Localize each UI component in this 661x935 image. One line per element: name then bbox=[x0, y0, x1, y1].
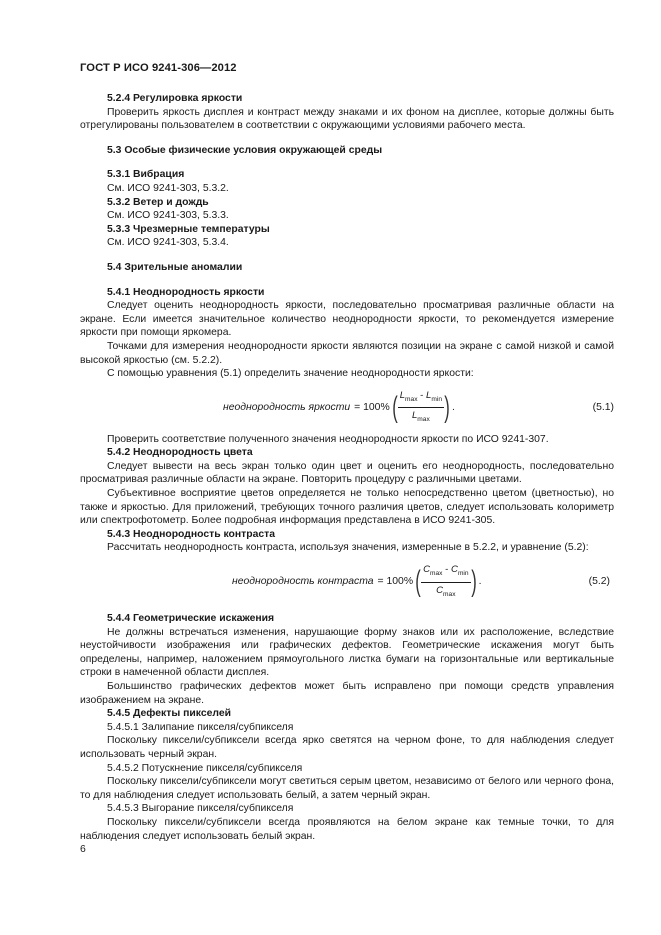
paragraph: См. ИСО 9241-303, 5.3.2. bbox=[107, 182, 229, 194]
subsection-title: 5.4.5.3 Выгорание пикселя/субпикселя bbox=[107, 803, 294, 815]
paragraph: Большинство графических дефектов может быть исправлено при помощи средств управления изображением на экране. bbox=[80, 681, 614, 706]
section-heading-5-4-1: 5.4.1 Неоднородность яркости bbox=[107, 286, 265, 298]
section-heading-5-3-3: 5.3.3 Чрезмерные температуры bbox=[107, 223, 270, 235]
formula-tail: . bbox=[452, 401, 455, 413]
document-body bbox=[80, 92, 614, 843]
formula-lhs: неоднородность яркости bbox=[223, 401, 351, 413]
paragraph: Субъективное восприятие цветов определяется не только непосредственно цветом (цветностью), но также и яркостью. Для приложений, требующих точного различия цветов, следует использовать колориметр или спектрофотометр. Более подробная информация представлена в ИСО 9241-305. bbox=[80, 488, 614, 527]
subscript: max bbox=[417, 416, 430, 424]
fraction-numerator bbox=[398, 389, 444, 409]
paragraph: Не должны встречаться изменения, нарушающие форму знаков или их расположение, вследствие неустойчивости изображения или графических дефектов. Геометрические искажения могут быть определены, например, наложением прямоугольного листка бумаги на горизонтальные или вертикальные строки в намеченной области дисплея. bbox=[80, 626, 614, 679]
paragraph: Поскольку пиксели/субпиксели всегда ярко светятся на черном фоне, то для наблюдения следует использовать черный экран. bbox=[80, 735, 614, 760]
paragraph: См. ИСО 9241-303, 5.3.3. bbox=[107, 210, 229, 222]
right-paren-glyph: ) bbox=[444, 390, 450, 424]
right-paren-glyph: ) bbox=[470, 565, 477, 599]
section-heading-5-3: 5.3 Особые физические условия окружающей среды bbox=[107, 144, 383, 156]
formula-tail: . bbox=[478, 576, 482, 588]
formula-fraction bbox=[421, 563, 471, 601]
symbol: C bbox=[423, 564, 430, 576]
paragraph: С помощью уравнения (5.1) определить значение неоднородности яркости: bbox=[107, 368, 474, 380]
formula-eq: = 100% bbox=[354, 401, 390, 413]
section-heading-5-3-1: 5.3.1 Вибрация bbox=[107, 169, 185, 181]
paragraph: Точками для измерения неоднородности яркости являются позиции на экране с самой низкой и самой высокой яркостью (см. 5.2.2). bbox=[80, 340, 614, 366]
paragraph: Проверить яркость дисплея и контраст между знаками и их фоном на дисплее, которые должны быть отрегулированы пользователем в соответствии с окружающими условиями рабочего места. bbox=[80, 106, 614, 132]
subscript: max bbox=[443, 590, 456, 598]
formula-5-2 bbox=[80, 563, 614, 601]
formula-expression bbox=[232, 563, 481, 601]
symbol: C bbox=[451, 564, 458, 576]
page-number: 6 bbox=[80, 844, 86, 855]
fraction-numerator bbox=[421, 563, 471, 583]
section-heading-5-4-5: 5.4.5 Дефекты пикселей bbox=[107, 708, 232, 720]
section-heading-5-4-4: 5.4.4 Геометрические искажения bbox=[107, 613, 275, 625]
fraction-denominator bbox=[436, 583, 455, 602]
equation-number: (5.2) bbox=[588, 576, 610, 588]
paragraph: Проверить соответствие полученного значения неоднородности яркости по ИСО 9241-307. bbox=[107, 433, 549, 445]
formula-expression bbox=[223, 389, 455, 427]
equation-number: (5.1) bbox=[592, 401, 614, 413]
paragraph: См. ИСО 9241-303, 5.3.4. bbox=[107, 237, 229, 249]
formula-5-1 bbox=[80, 389, 614, 427]
left-paren-glyph: ( bbox=[391, 390, 398, 424]
fraction-denominator bbox=[412, 408, 430, 427]
subscript: max bbox=[430, 569, 443, 577]
paragraph: Следует оценить неоднородность яркости, последовательно просматривая различные области на экране. Если имеется значительное количество неоднородности яркости, то рекомендуется измерение яркости при помощи яркомера. bbox=[80, 300, 614, 339]
left-paren-glyph: ( bbox=[415, 565, 421, 599]
paragraph: Следует вывести на весь экран только один цвет и оценить его неоднородность, последовательно просматривая различные области на экране. Повторить процедуру с различными цветами. bbox=[80, 460, 614, 486]
formula-eq: = 100% bbox=[377, 576, 414, 588]
subsection-title: 5.4.5.2 Потускнение пикселя/субпикселя bbox=[107, 762, 303, 774]
section-heading-5-2-4: 5.2.4 Регулировка яркости bbox=[107, 93, 243, 104]
paragraph: Рассчитать неоднородность контраста, используя значения, измеренные в 5.2.2, и уравнение (5.2): bbox=[107, 542, 589, 554]
section-heading-5-4: 5.4 Зрительные аномалии bbox=[107, 261, 243, 273]
formula-lhs: неоднородность контраста bbox=[232, 576, 374, 588]
section-heading-5-3-2: 5.3.2 Ветер и дождь bbox=[107, 196, 209, 208]
document-header: ГОСТ Р ИСО 9241-306—2012 bbox=[80, 62, 237, 74]
section-heading-5-4-3: 5.4.3 Неоднородность контраста bbox=[107, 528, 276, 540]
section-heading-5-4-2: 5.4.2 Неоднородность цвета bbox=[107, 447, 253, 459]
subsection-title: 5.4.5.1 Залипание пикселя/субпикселя bbox=[107, 721, 294, 733]
subscript: min bbox=[457, 569, 469, 577]
minus: - bbox=[417, 389, 427, 401]
minus: - bbox=[442, 564, 451, 576]
symbol: C bbox=[436, 584, 444, 596]
symbol: L bbox=[426, 389, 432, 401]
symbol: L bbox=[399, 389, 406, 401]
formula-fraction bbox=[398, 389, 444, 427]
symbol: L bbox=[411, 410, 418, 422]
paragraph: Поскольку пиксели/субпиксели всегда проявляются на белом экране как темные точки, то для наблюдения следует использовать белый экран. bbox=[80, 816, 614, 842]
paragraph: Поскольку пиксели/субпиксели могут светиться серым цветом, независимо от белого или черного фона, то для наблюдения следует использовать белый, а затем черный экран. bbox=[80, 776, 614, 801]
subscript: min bbox=[431, 395, 443, 403]
subscript: max bbox=[405, 395, 418, 403]
